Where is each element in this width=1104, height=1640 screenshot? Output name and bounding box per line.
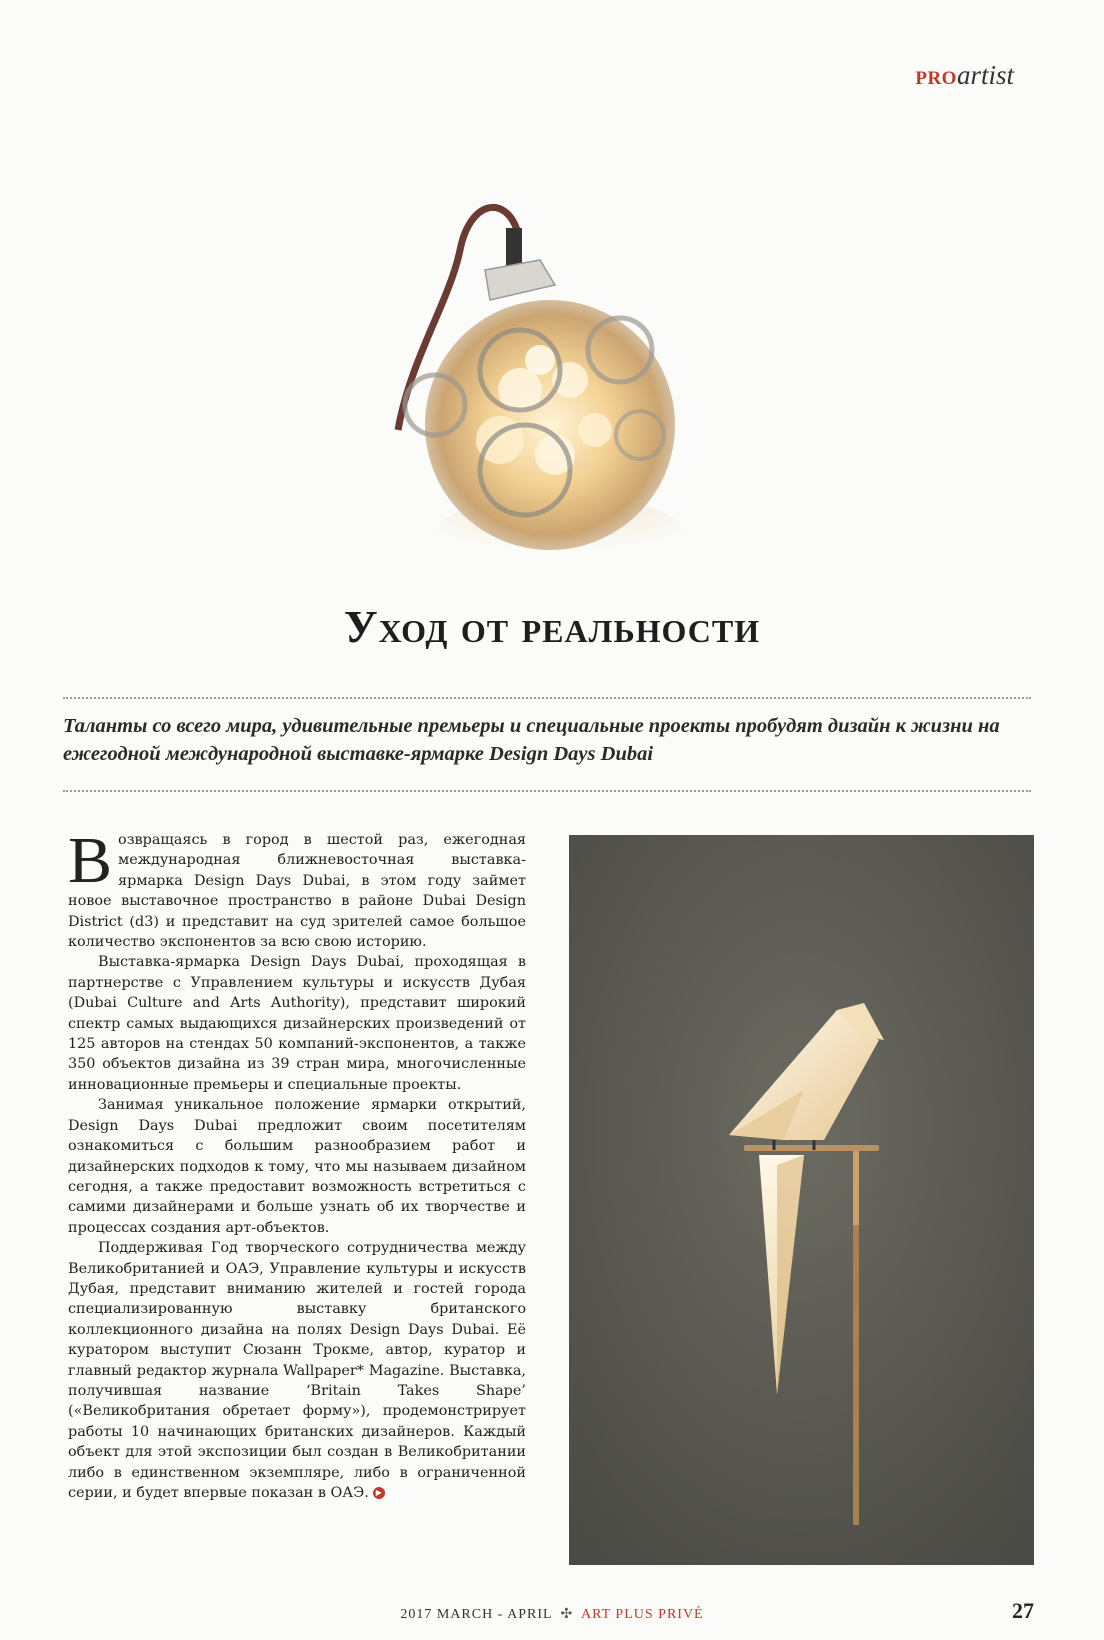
- drop-cap: В: [68, 824, 113, 897]
- top-dotted-rule: [63, 697, 1031, 699]
- paragraph-text: Поддерживая Год творческого сотрудничества между Великобританией и ОАЭ, Управление культуры и искусств Дубая, представит вниманию жителей и гостей города специализированную выставку британского коллекционного дизайна на полях Design Days Dubai. Её куратором выступит Сюзанн Трокме, автор, куратор и главный редактор журнала Wallpaper* Magazine. Выставка, получившая название ‘Britain Takes Shape’ («Великобритания обретает форму»), продемонстрирует работы 10 начинающих британских дизайнеров. Каждый объект для этой экспозиции был создан в Великобритании либо в единственном экземпляре, либо в ограниченной серии, и будет впервые показан в ОАЭ.: [68, 1240, 526, 1501]
- section-tag-artist: artist: [956, 60, 1014, 90]
- section-tag-pro: PRO: [915, 68, 957, 89]
- footer-separator-icon: ✣: [560, 1607, 574, 1622]
- article-body: [68, 824, 526, 1503]
- page-number: 27: [1012, 1598, 1034, 1623]
- page-footer: [0, 1606, 1104, 1623]
- paragraph-text: озвращаясь в город в шестой раз, ежегодная международная ближневосточная выставка-ярмарка Design Days Dubai, в этом году займет новое выставочное пространство в районе Dubai Design District (d3) и представит на суд зрителей самое большое количество экспонентов за всю свою историю.: [68, 832, 526, 951]
- section-tag: [915, 60, 1014, 91]
- origami-bird-lamp-photo: [569, 835, 1034, 1565]
- article-lede: Таланты со всего мира, удивительные премьеры и специальные проекты пробудят дизайн к жизни на ежегодной международной выставке-ярмарке Design Days Dubai: [63, 715, 1000, 765]
- article-paragraph: Выставка-ярмарка Design Days Dubai, проходящая в партнерстве с Управлением культуры и искусств Дубая (Dubai Culture and Arts Authority), представит широкий спектр самых выдающихся дизайнерских произведений от 125 авторов на стендах 50 компаний-экспонентов, а также 350 объектов дизайна из 39 стран мира, многочисленные инновационные премьеры и специальные проекты.: [68, 954, 526, 1093]
- end-of-article-icon: ▶: [373, 1487, 385, 1499]
- article-paragraph: [68, 824, 526, 952]
- footer-issue: 2017 MARCH - APRIL: [400, 1607, 553, 1622]
- article-paragraph: [68, 1238, 526, 1503]
- article-headline: Уход от реальности: [343, 601, 761, 652]
- article-paragraph: Занимая уникальное положение ярмарки открытий, Design Days Dubai предложит своим посетителям ознакомиться с большим разнообразием работ и дизайнерских подходов к тому, что мы называем дизайном сегодня, а также предоставит возможность встретиться с самими дизайнерами и больше узнать об их творчестве и процессах создания арт-объектов.: [68, 1097, 526, 1236]
- footer-magazine-name: ART PLUS PRIVÉ: [581, 1607, 704, 1622]
- glass-pendant-lamp-photo: [390, 190, 710, 580]
- bottom-dotted-rule: [63, 790, 1031, 792]
